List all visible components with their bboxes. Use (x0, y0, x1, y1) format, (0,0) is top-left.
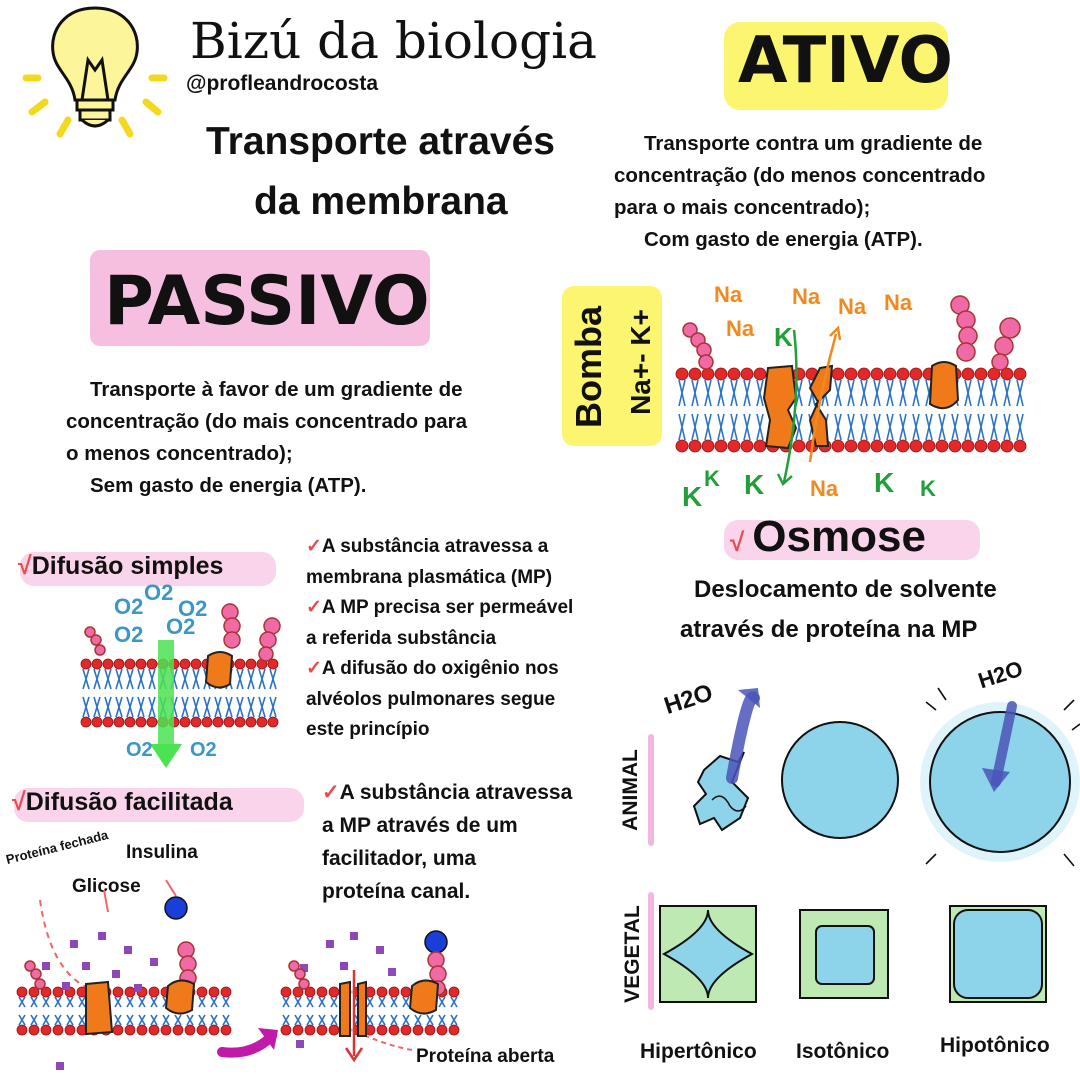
k-ion-label: K (874, 467, 895, 498)
animal-bar (648, 734, 654, 846)
passive-desc-line: o menos concentrado); (66, 442, 293, 465)
pump-label-bomba: Bomba (568, 305, 610, 429)
check-icon: √ (18, 552, 32, 580)
pump-membrane (676, 368, 1026, 452)
simple-note-line: A substância atravessa a (321, 536, 549, 557)
page-title-line-2: da membrana (254, 180, 508, 223)
glucose-label: Glicose (72, 876, 141, 897)
passive-desc-line: Sem gasto de energia (ATP). (90, 474, 367, 497)
na-ion-label: Na (884, 290, 913, 315)
isotonic-label: Isotônico (796, 1040, 890, 1063)
check-icon: ✓ (322, 781, 340, 804)
facilitated-note-line: proteína canal. (322, 880, 471, 903)
lightbulb-icon (20, 0, 170, 150)
pump-label-ions: Na+- K+ (624, 309, 656, 415)
active-desc-line: para o mais concentrado); (614, 196, 871, 219)
simple-diffusion-title-text: Difusão simples (31, 552, 224, 580)
brand-handle: @profleandrocosta (186, 72, 379, 95)
check-icon: ✓ (306, 536, 322, 557)
facilitated-note-line: A substância atravessa (339, 781, 573, 804)
na-ion-label: Na (810, 476, 839, 501)
o2-label: O2 (114, 594, 144, 619)
check-icon: ✓ (306, 658, 322, 679)
na-ion-label: Na (714, 282, 743, 307)
osmosis-title (730, 512, 926, 562)
water-label: H2O (975, 655, 1026, 694)
facilitated-membrane-left (17, 987, 231, 1035)
na-ion-label: Na (838, 294, 867, 319)
active-desc-line: Transporte contra um gradiente de (644, 132, 983, 155)
water-label: H2O (660, 679, 717, 720)
hypertonic-label: Hipertônico (640, 1040, 757, 1063)
open-protein-label: Proteína aberta (416, 1046, 555, 1067)
closed-protein-label: Proteína fechada (4, 827, 110, 867)
simple-note-line: A MP precisa ser permeável (321, 597, 574, 618)
brand-title: Bizú da biologia (190, 12, 597, 70)
osmosis-desc-line-2: através de proteína na MP (680, 616, 978, 643)
simple-diffusion-diagram (80, 580, 280, 774)
k-ion-label: K (682, 481, 703, 512)
k-ion-label: K (744, 469, 765, 500)
page-title-line-1: Transporte através (206, 120, 556, 163)
check-icon: √ (730, 527, 745, 557)
simple-note-line: alvéolos pulmonares segue (306, 688, 556, 710)
facilitated-diffusion-title-text: Difusão facilitada (25, 788, 233, 816)
k-ion-label: K (920, 476, 936, 501)
osmosis-title-text: Osmose (752, 512, 926, 561)
osmosis-cells-diagram (660, 660, 1080, 1040)
passive-description (66, 374, 467, 502)
sodium-potassium-pump-diagram (670, 270, 1050, 520)
k-ion-label: K (704, 466, 720, 491)
facilitated-note-line: a MP através de um (322, 814, 518, 837)
simple-note-line: A difusão do oxigênio nos (321, 658, 559, 679)
passive-heading: PASSIVO (104, 262, 430, 341)
active-desc-line: Com gasto de energia (ATP). (644, 228, 923, 251)
o2-label: O2 (178, 596, 208, 621)
active-description (614, 128, 985, 256)
facilitated-note-line: facilitador, uma (322, 847, 477, 870)
o2-label: O2 (114, 622, 144, 647)
animal-label: ANIMAL (618, 749, 642, 831)
active-desc-line: concentração (do menos concentrado (614, 164, 986, 187)
na-ion-label: Na (726, 316, 755, 341)
simple-note-line: este princípio (306, 719, 430, 740)
o2-label: O2 (190, 739, 217, 761)
simple-diffusion-title (18, 552, 223, 581)
check-icon: √ (12, 788, 26, 816)
na-ion-label: Na (792, 284, 821, 309)
simple-note-line: membrana plasmática (MP) (306, 566, 553, 588)
facilitated-diffusion-title (12, 788, 233, 817)
k-ion-label: K (774, 322, 793, 352)
insulin-label: Insulina (126, 842, 198, 863)
passive-desc-line: concentração (do mais concentrado para (66, 410, 468, 433)
o2-label: O2 (144, 580, 174, 605)
osmosis-desc-line-1: Deslocamento de solvente (694, 576, 997, 603)
o2-label: O2 (166, 614, 196, 639)
plant-bar (648, 892, 654, 1010)
passive-desc-line: Transporte à favor de um gradiente de (90, 378, 463, 401)
check-icon: ✓ (306, 597, 322, 618)
simple-membrane (81, 659, 278, 727)
plant-label: VEGETAL (620, 905, 644, 1003)
active-heading: ATIVO (738, 24, 953, 98)
hypotonic-label: Hipotônico (940, 1034, 1050, 1057)
simple-note-line: a referida substância (306, 627, 497, 649)
o2-label: O2 (126, 739, 153, 761)
facilitated-diffusion-diagram (0, 860, 560, 1080)
simple-diffusion-notes (306, 532, 573, 746)
